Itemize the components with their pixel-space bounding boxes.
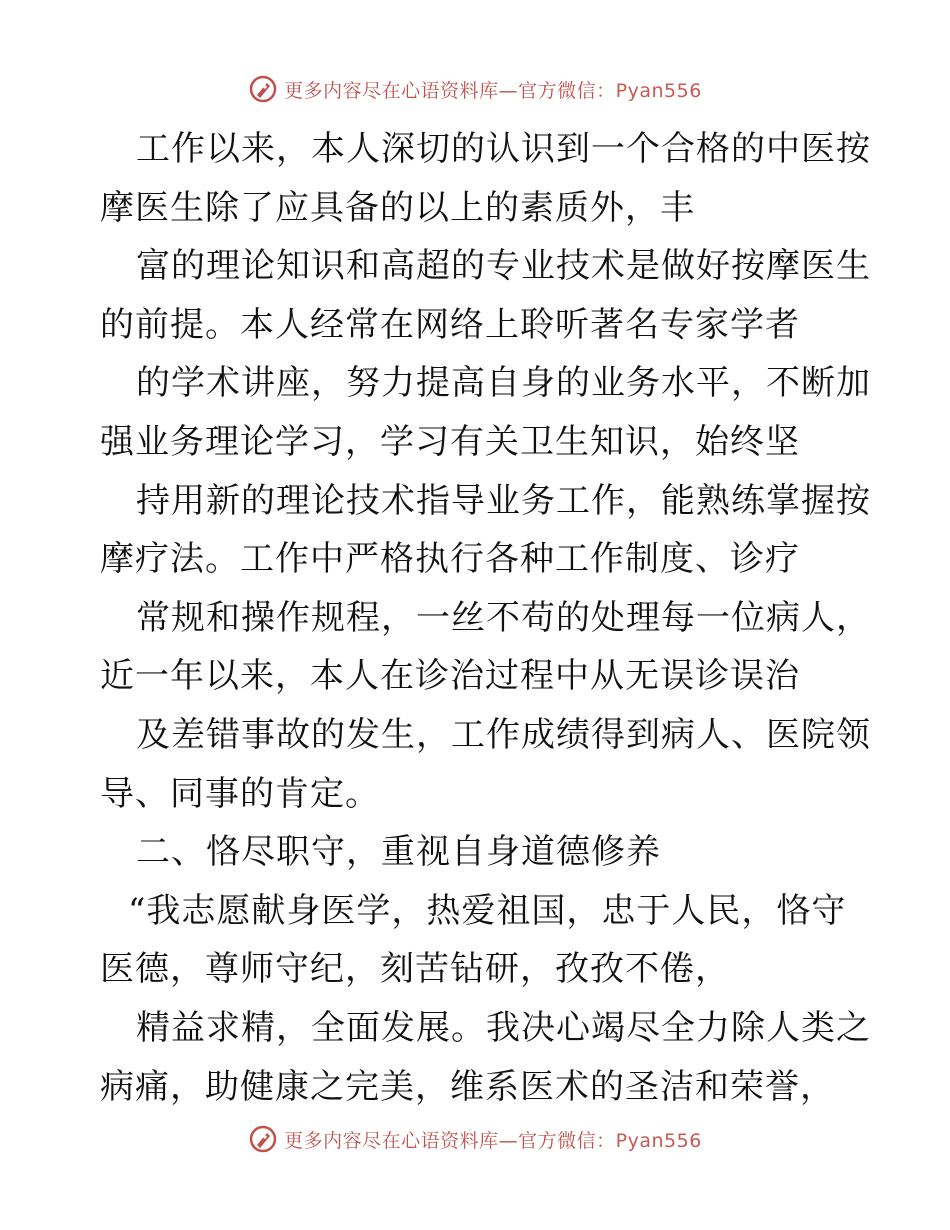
paragraph-line: “我志愿献身医学，热爱祖国，忠于人民，恪守 [128, 890, 847, 931]
document-body [100, 120, 871, 1116]
paragraph-line: 及差错事故的发生，工作成绩得到病人、医院领 [136, 714, 871, 755]
watermark-id: Pyan556 [615, 1129, 702, 1152]
header-watermark [0, 74, 950, 104]
watermark-text [284, 76, 702, 103]
paragraph-line: 医德，尊师守纪，刻苦钻研，孜孜不倦， [100, 949, 730, 990]
paragraph-line: 导、同事的肯定。 [100, 773, 380, 814]
watermark-id: Pyan556 [615, 79, 702, 102]
paragraph-line: 精益求精，全面发展。我决心竭尽全力除人类之 [136, 1007, 871, 1048]
paragraph-line: 持用新的理论技术指导业务工作，能熟练掌握按 [136, 480, 871, 521]
section-heading: 二、恪尽职守，重视自身道德修养 [136, 832, 661, 873]
paragraph-line: 摩医生除了应具备的以上的素质外，丰 [100, 187, 695, 228]
paragraph-line: 摩疗法。工作中严格执行各种工作制度、诊疗 [100, 539, 800, 580]
watermark-prefix: 更多内容尽在心语资料库—官方微信： [284, 79, 616, 102]
paragraph-line: 富的理论知识和高超的专业技术是做好按摩医生 [136, 246, 871, 287]
paragraph-line: 的学术讲座，努力提高自身的业务水平，不断加 [136, 363, 871, 404]
pen-nib-circle-icon [248, 74, 278, 104]
pen-nib-circle-icon [248, 1124, 278, 1154]
paragraph-line: 的前提。本人经常在网络上聆听著名专家学者 [100, 304, 800, 345]
watermark-text [284, 1126, 702, 1153]
paragraph-line: 强业务理论学习，学习有关卫生知识，始终坚 [100, 421, 800, 462]
paragraph-line: 病痛，助健康之完美，维系医术的圣洁和荣誉， [100, 1066, 835, 1107]
watermark-prefix: 更多内容尽在心语资料库—官方微信： [284, 1129, 616, 1152]
paragraph-line: 工作以来，本人深切的认识到一个合格的中医按 [136, 129, 871, 169]
paragraph-line: 常规和操作规程，一丝不苟的处理每一位病人， [136, 597, 871, 638]
footer-watermark [0, 1124, 950, 1154]
paragraph-line: 近一年以来，本人在诊治过程中从无误诊误治 [100, 656, 800, 697]
